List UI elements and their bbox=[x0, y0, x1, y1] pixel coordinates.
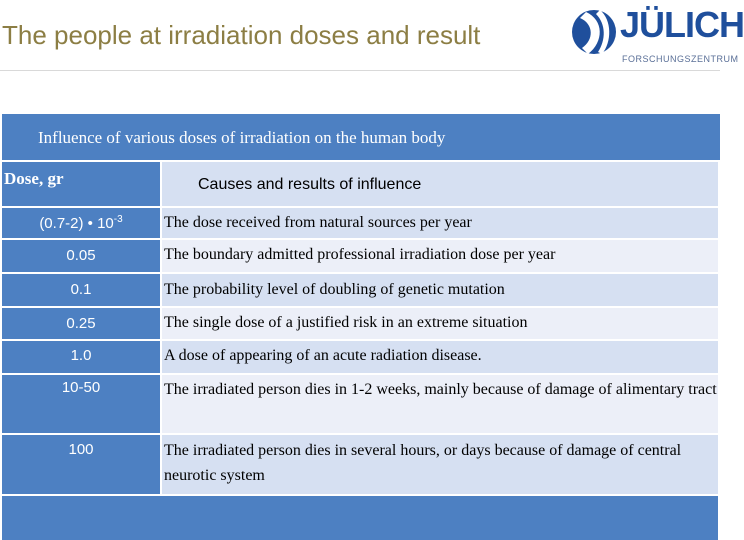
dose-cell bbox=[2, 208, 160, 238]
dose-cell: 10-50 bbox=[2, 375, 160, 433]
header-dose: Dose, gr bbox=[2, 162, 160, 206]
dose-value: (0.7-2) • 10 bbox=[39, 215, 114, 232]
dose-cell: 0.05 bbox=[2, 240, 160, 272]
effect-cell: The probability level of doubling of genetic mutation bbox=[162, 274, 718, 306]
effect-cell: The irradiated person dies in 1-2 weeks, mainly because of damage of alimentary tract bbox=[162, 375, 718, 433]
julich-logo bbox=[570, 2, 744, 68]
effect-cell: A dose of appearing of an acute radiation disease. bbox=[162, 341, 718, 373]
effect-cell: The irradiated person dies in several hours, or days because of damage of central neurotic system bbox=[162, 435, 718, 494]
effect-cell: The dose received from natural sources per year bbox=[162, 208, 718, 238]
table-footer-row bbox=[2, 496, 718, 540]
header-effect: Causes and results of influence bbox=[162, 162, 718, 206]
logo-wordmark: JÜLICH bbox=[620, 4, 744, 45]
dose-exponent: -3 bbox=[113, 214, 123, 225]
title-divider bbox=[0, 70, 720, 71]
dose-cell: 0.1 bbox=[2, 274, 160, 306]
slide-title: The people at irradiation doses and result bbox=[2, 20, 481, 50]
dose-cell: 100 bbox=[2, 435, 160, 494]
effect-cell: The boundary admitted professional irradiation dose per year bbox=[162, 240, 718, 272]
logo-subtitle: FORSCHUNGSZENTRUM bbox=[622, 54, 739, 64]
table-caption: Influence of various doses of irradiation on the human body bbox=[38, 128, 446, 147]
dose-cell: 0.25 bbox=[2, 308, 160, 339]
julich-logo-icon bbox=[570, 2, 618, 62]
dose-cell: 1.0 bbox=[2, 341, 160, 373]
table-caption-row bbox=[2, 114, 720, 160]
effect-cell: The single dose of a justified risk in an extreme situation bbox=[162, 308, 718, 339]
